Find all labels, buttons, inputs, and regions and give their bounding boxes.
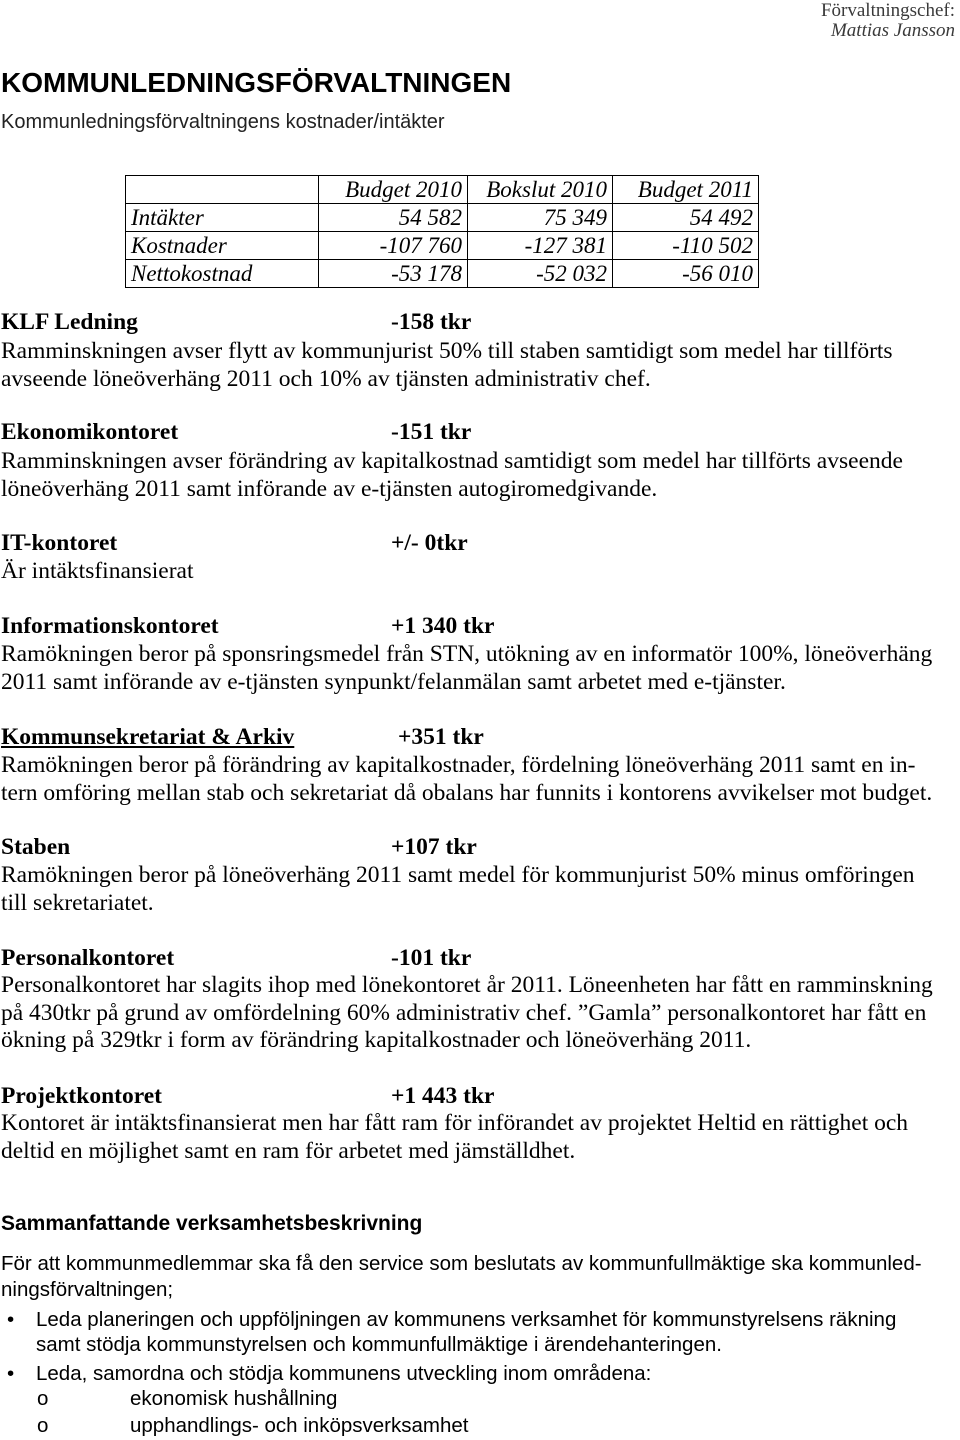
section-amount: -158 tkr (391, 309, 472, 335)
table-cell: -56 010 (613, 260, 759, 288)
bullet-marker: • (7, 1362, 15, 1385)
section-amount: +107 tkr (391, 834, 477, 860)
table-row (126, 260, 759, 288)
table-header-cell: Bokslut 2010 (468, 176, 613, 204)
section-heading: Informationskontoret (1, 613, 219, 639)
section-heading: Ekonomikontoret (1, 419, 179, 445)
sub-bullet-text: ekonomisk hushållning (130, 1387, 338, 1410)
section-text-line: Kontoret är intäktsfinansierat men har fått ram för införandet av projektet Heltid en rättighet och (1, 1110, 909, 1136)
table-row-label: Kostnader (126, 232, 319, 260)
summary-intro-line: För att kommunmedlemmar ska få den service som beslutats av kommunfullmäktige ska kommunled- (1, 1252, 922, 1275)
summary-heading: Sammanfattande verksamhetsbeskrivning (1, 1212, 423, 1235)
table-cell: -52 032 (468, 260, 613, 288)
table-header-cell: Budget 2011 (613, 176, 759, 204)
sub-bullet-text: upphandlings- och inköpsverksamhet (130, 1414, 469, 1437)
bullet-marker: • (7, 1308, 15, 1331)
table-cell: 54 582 (319, 204, 468, 232)
section-amount: +/- 0tkr (391, 530, 468, 556)
section-heading: KLF Ledning (1, 309, 138, 335)
section-heading: Kommunsekretariat & Arkiv (1, 724, 295, 750)
section-text-line: 2011 samt införande av e-tjänsten synpunkt/felanmälan samt arbetet med e-tjänster. (1, 669, 786, 695)
section-text-line: tern omföring mellan stab och sekretariat då obalans har funnits i kontorens avvikelser mot budget. (1, 780, 933, 806)
section-amount: +351 tkr (398, 724, 484, 750)
section-text-line: deltid en möjlighet samt en ram för arbetet med jämställdhet. (1, 1138, 576, 1164)
section-amount: -151 tkr (391, 419, 472, 445)
section-heading: Staben (1, 834, 71, 860)
table-header-cell: Budget 2010 (319, 176, 468, 204)
manager-name: Mattias Jansson (830, 20, 955, 41)
sub-bullet-marker: o (37, 1414, 49, 1437)
table-row-label: Nettokostnad (126, 260, 319, 288)
page-subtitle: Kommunledningsförvaltningens kostnader/intäkter (1, 111, 445, 133)
summary-intro-line: ningsförvaltningen; (1, 1278, 174, 1301)
section-text-line: Ramökningen beror på sponsringsmedel från STN, utökning av en informatör 100%, löneöverhäng (1, 641, 933, 667)
table-cell: -127 381 (468, 232, 613, 260)
section-heading: IT-kontoret (1, 530, 118, 556)
section-text-line: Är intäktsfinansierat (1, 558, 194, 584)
section-text-line: till sekretariatet. (1, 890, 154, 916)
table-cell: 75 349 (468, 204, 613, 232)
table-cell: -110 502 (613, 232, 759, 260)
bullet-text-line: Leda, samordna och stödja kommunens utveckling inom områdena: (36, 1362, 652, 1385)
section-text-line: Personalkontoret har slagits ihop med lönekontoret år 2011. Löneenheten har fått en ramminskning (1, 972, 933, 998)
table-cell: 54 492 (613, 204, 759, 232)
section-text-line: löneöverhäng 2011 samt införande av e-tjänsten autogiromedgivande. (1, 476, 658, 502)
section-text-line: Ramminskningen avser förändring av kapitalkostnad samtidigt som medel har tillförts avseende (1, 448, 903, 474)
table-header-cell (126, 176, 319, 204)
section-text-line: ökning på 329tkr i form av förändring kapitalkostnader och löneöverhäng 2011. (1, 1027, 752, 1053)
table-row (126, 232, 759, 260)
section-amount: -101 tkr (391, 945, 472, 971)
table-cell: -53 178 (319, 260, 468, 288)
page-title: KOMMUNLEDNINGSFÖRVALTNINGEN (1, 67, 512, 98)
sub-bullet-marker: o (37, 1387, 49, 1410)
finance-table (125, 175, 759, 288)
table-row-label: Intäkter (126, 204, 319, 232)
table-header-row (126, 176, 759, 204)
section-amount: +1 443 tkr (391, 1083, 495, 1109)
section-heading: Projektkontoret (1, 1083, 162, 1109)
section-text-line: på 430tkr på grund av omfördelning 60% administrativ chef. ”Gamla” personalkontoret har fått en (1, 1000, 927, 1026)
section-amount: +1 340 tkr (391, 613, 495, 639)
section-text-line: Ramökningen beror på förändring av kapitalkostnader, fördelning löneöverhäng 2011 samt en in- (1, 752, 916, 778)
table-cell: -107 760 (319, 232, 468, 260)
section-text-line: Ramökningen beror på löneöverhäng 2011 samt medel för kommunjurist 50% minus omföringen (1, 862, 915, 888)
bullet-text-line: samt stödja kommunstyrelsen och kommunfullmäktige i ärendehanteringen. (36, 1333, 722, 1356)
bullet-text-line: Leda planeringen och uppföljningen av kommunens verksamhet för kommunstyrelsens räkning (36, 1308, 897, 1331)
section-text-line: Ramminskningen avser flytt av kommunjurist 50% till staben samtidigt som medel har tillförts (1, 338, 893, 364)
manager-role-label: Förvaltningschef: (820, 0, 955, 21)
table-row (126, 204, 759, 232)
section-heading: Personalkontoret (1, 945, 175, 971)
section-text-line: avseende löneöverhäng 2011 och 10% av tjänsten administrativ chef. (1, 366, 651, 392)
